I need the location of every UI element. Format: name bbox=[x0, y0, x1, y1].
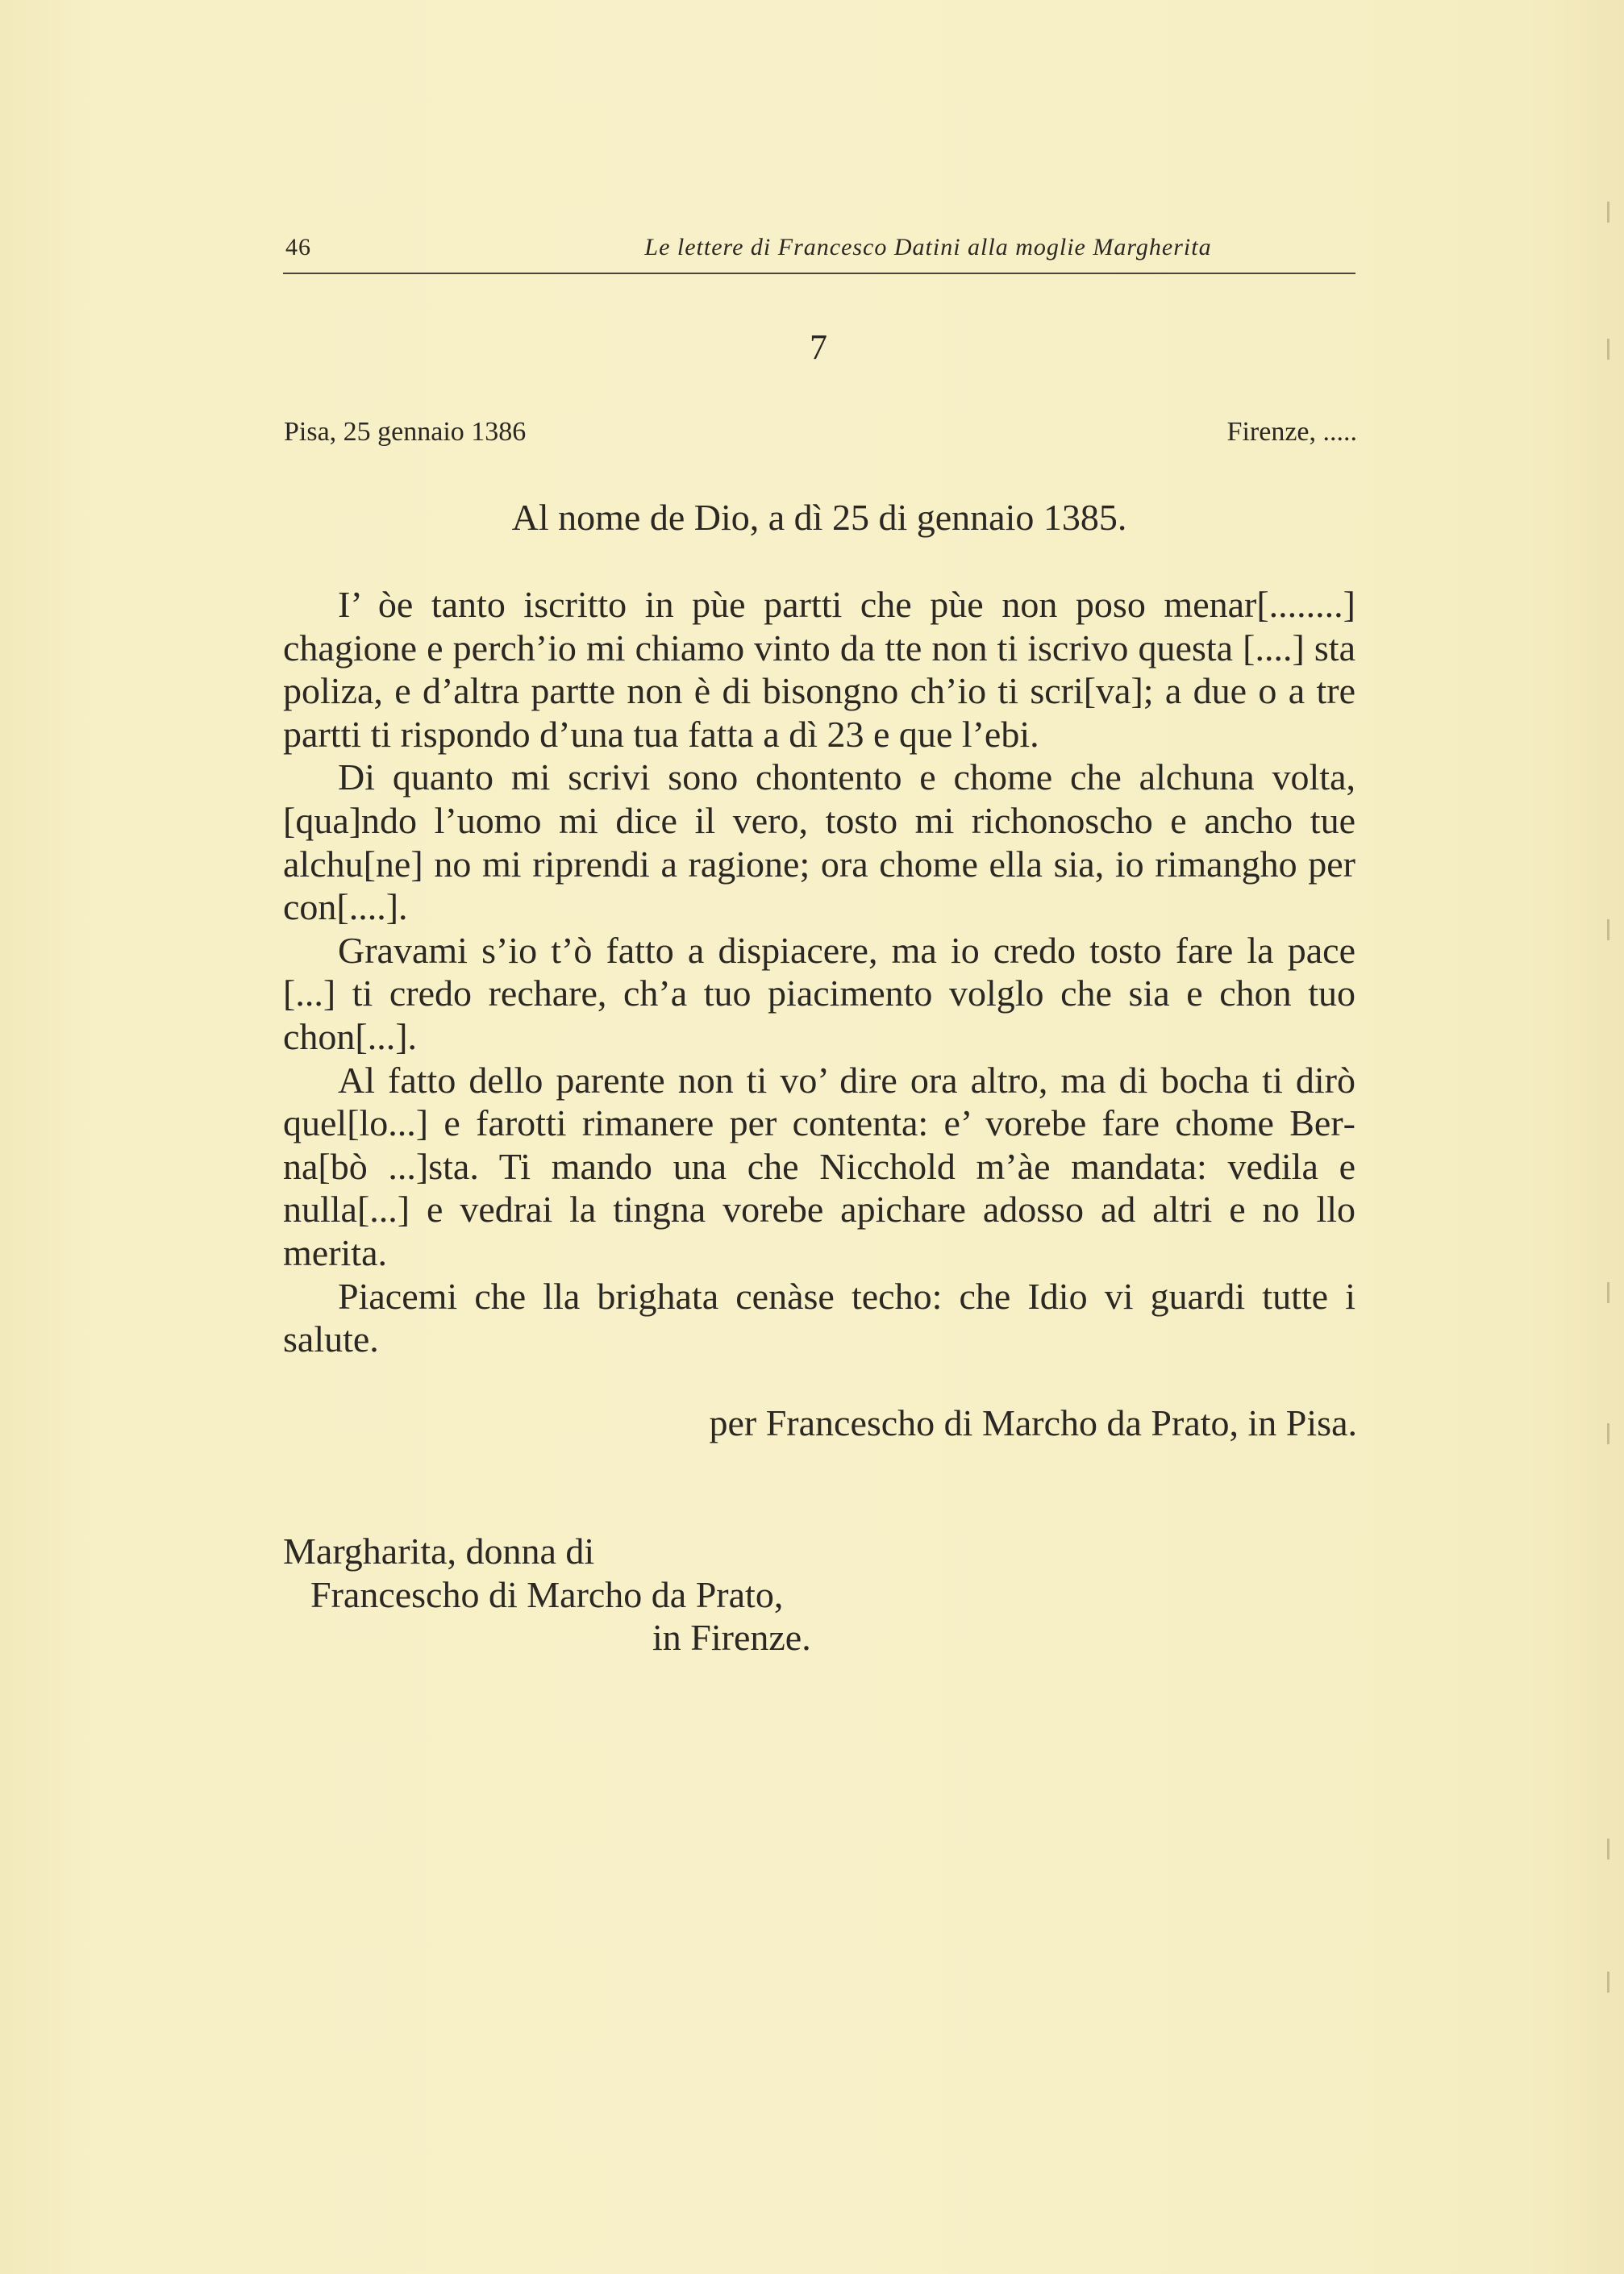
place-date-from: Pisa, 25 gennaio 1386 bbox=[284, 417, 527, 447]
running-title: Le lettere di Francesco Datini alla moglie Margherita bbox=[644, 234, 1212, 260]
letter-number-text: 7 bbox=[810, 327, 827, 367]
page-edge-mark bbox=[1607, 1972, 1609, 1993]
address-block bbox=[283, 1530, 811, 1660]
address-line: in Firenze. bbox=[652, 1617, 811, 1659]
paragraph: Piacemi che lla brighata cenàse techo: che Idio vi guardi tutte i salute. bbox=[283, 1275, 1355, 1360]
place-to: Firenze, ..... bbox=[1226, 417, 1357, 447]
letter-body bbox=[283, 583, 1355, 1361]
paragraph: Di quanto mi scrivi sono chontento e chome che alchuna volta, [qua]ndo l’uomo mi dice il vero, tosto mi richonoscho e ancho tue alchu[ne] no mi riprendi a ragione; ora chome ella sia, io rimangho per con[....]. bbox=[283, 756, 1355, 928]
running-header bbox=[283, 232, 1355, 274]
page-edge-mark bbox=[1607, 1839, 1609, 1860]
page-edge-mark bbox=[1607, 1423, 1609, 1444]
address-line: Margharita, donna di bbox=[283, 1531, 595, 1572]
paragraph: Gravami s’io t’ò fatto a dispiacere, ma io credo tosto fare la pace [...] ti credo rechare, ch’a tuo piacimento volglo che sia e chon tuo chon[...]. bbox=[283, 929, 1355, 1057]
signature: per Francescho di Marcho da Prato, in Pisa. bbox=[709, 1402, 1357, 1443]
page-number: 46 bbox=[285, 234, 311, 260]
page-edge-mark bbox=[1607, 339, 1609, 360]
paragraph: Al fatto dello parente non ti vo’ dire ora altro, ma di bocha ti dirò quel[lo...] e farotti rimanere per contenta: e’ vorebe fare chome Berna[bò ...]sta. Ti mando una che Nicchold m’àe mandata: vedila e nulla[...] e vedrai la tingna vorebe apichare adosso ad altri e no llo merita. bbox=[283, 1059, 1355, 1273]
page-edge-mark bbox=[1607, 1282, 1609, 1303]
letter-number bbox=[0, 327, 1624, 368]
paragraph: I’ òe tanto iscritto in pùe partti che pùe non poso menar[........] chagione e perch’io mi chiamo vinto da tte non ti iscrivo questa [....] sta poliza, e d’altra partte non è di bisongno ch’io ti scri[va]; a due o a tre partti ti rispondo d’una tua fatta a dì 23 e que l’ebi. bbox=[283, 584, 1355, 755]
address-line: Francescho di Marcho da Prato, bbox=[310, 1573, 784, 1615]
invocation-text: Al nome de Dio, a dì 25 di gennaio 1385. bbox=[511, 497, 1127, 538]
page-edge-mark bbox=[1607, 202, 1609, 223]
invocation bbox=[0, 496, 1624, 539]
page-edge-mark bbox=[1607, 919, 1609, 940]
